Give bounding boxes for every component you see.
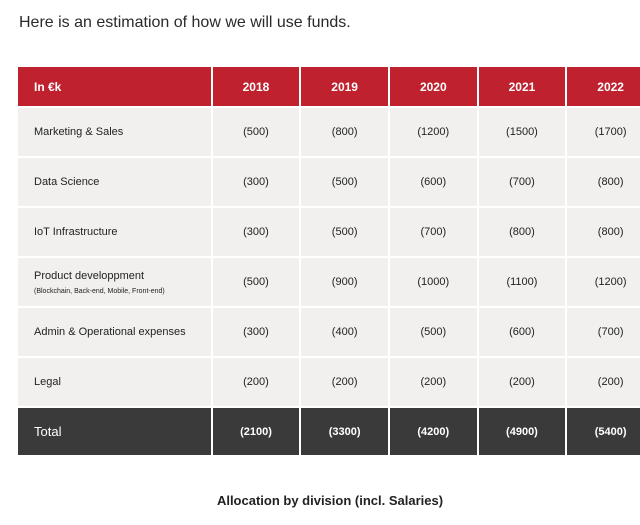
total-cell: (2100) [212,407,301,456]
table-cell: (400) [300,307,389,357]
total-cell: (4200) [389,407,478,456]
table-cell: (1500) [478,107,567,157]
table-cell: (800) [566,157,640,207]
table-row [17,107,640,157]
table-cell: (700) [566,307,640,357]
table-cell: (200) [212,357,301,407]
table-cell: (1200) [566,257,640,307]
table-cell: (500) [300,157,389,207]
row-label-text: Product developpment [34,269,145,282]
table-cell: (1700) [566,107,640,157]
table-cell: (1100) [478,257,567,307]
table-caption: Allocation by division (incl. Salaries) [216,493,444,508]
table-cell: (600) [389,157,478,207]
row-label [17,357,212,407]
table-row [17,257,640,307]
total-row [17,407,640,456]
table-cell: (300) [212,207,301,257]
row-label-text: Data Science [34,176,100,188]
header-year: 2018 [212,66,301,107]
table-cell: (700) [389,207,478,257]
row-label [17,257,212,307]
row-sublabel: (Blockchain, Back-end, Mobile, Front-end) [34,287,165,295]
row-label-text: Legal [34,376,61,388]
row-label [17,157,212,207]
table-cell: (500) [212,257,301,307]
table-cell: (300) [212,157,301,207]
total-cell: (4900) [478,407,567,456]
table-cell: (500) [389,307,478,357]
table-cell: (500) [300,207,389,257]
total-label: Total [17,407,212,456]
table-cell: (200) [478,357,567,407]
row-label [17,207,212,257]
header-year: 2021 [478,66,567,107]
table-cell: (200) [300,357,389,407]
table-cell: (800) [300,107,389,157]
table-header-row [17,66,640,107]
table-cell: (800) [478,207,567,257]
funds-allocation-table [16,65,640,457]
header-unit-label: In €k [17,66,212,107]
table-cell: (900) [300,257,389,307]
table-row [17,207,640,257]
table-cell: (600) [478,307,567,357]
row-label-text: Admin & Operational expenses [34,326,186,338]
table-cell: (500) [212,107,301,157]
total-cell: (3300) [300,407,389,456]
table-row [17,307,640,357]
row-label [17,107,212,157]
header-year: 2019 [300,66,389,107]
table-cell: (800) [566,207,640,257]
intro-text: Here is an estimation of how we will use funds. [19,14,351,31]
row-label-text: IoT Infrastructure [34,226,118,238]
row-label [17,307,212,357]
table-row [17,157,640,207]
table-cell: (200) [566,357,640,407]
header-year: 2022 [566,66,640,107]
table-cell: (1000) [389,257,478,307]
header-year: 2020 [389,66,478,107]
total-cell: (5400) [566,407,640,456]
table-cell: (300) [212,307,301,357]
table-cell: (700) [478,157,567,207]
row-label-text: Marketing & Sales [34,126,124,138]
table-row [17,357,640,407]
table-cell: (1200) [389,107,478,157]
table-cell: (200) [389,357,478,407]
